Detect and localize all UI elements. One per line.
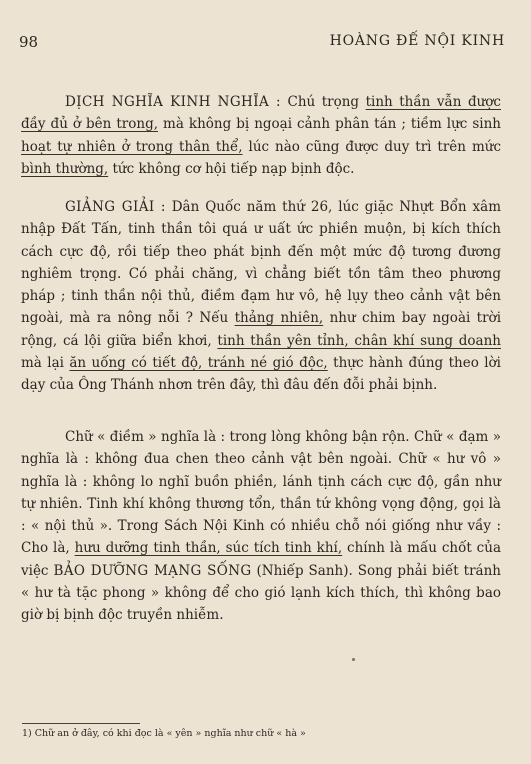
- running-title: HOÀNG ĐẾ NỘI KINH: [329, 33, 505, 49]
- text-run: Dân Quốc năm thứ 26, lúc giặc Nhựt Bổn xâm nhập Đất Tấn, tinh thần tôi quá ư uất ức phiền muộn, bị kích thích cách cực độ, rồi tiếp theo phát bịnh đến một mức độ tương đương nghiêm trọng. Có phải chăng, vì chẳng biết tồn tâm theo phương pháp ; tinh thần nội thủ, điềm đạm hư vô, hệ lụy theo cảnh vật bên ngoài, mà ra nông nỗi ? Nếu: [21, 199, 501, 327]
- page-number: 98: [19, 33, 39, 51]
- footnote-rule: [22, 723, 140, 724]
- footnote: 1) Chữ an ở đây, có khi đọc là « yên » nghĩa như chữ « hà »: [22, 728, 306, 739]
- text-run: (Nhiếp Sanh). Song phải biết tránh « hư tà tặc phong » không để cho gió lạnh kích thích, thì không bao giờ bị bịnh độc truyền nhiễm.: [21, 562, 501, 624]
- text-run: mà không bị ngoại cảnh phân tán ; tiềm lực sinh: [158, 116, 501, 133]
- underlined-phrase: bình thường,: [21, 160, 109, 177]
- underlined-phrase: tinh thần yên tỉnh, chân khí sung doanh: [217, 332, 501, 349]
- text-run: Chữ « điềm » nghĩa là : trong lòng không bận rộn. Chữ « đạm » nghĩa là : không đua chen theo cảnh vật bên ngoài. Chữ « hư vô » nghĩa là : không lo nghĩ buồn phiền, lánh tịnh cách cực độ, gần như tự nhiên. Tinh khí không thương tổn, thần tứ không vọng động, gọi là : « nội thủ ». Trong Sách Nội Kinh có nhiều chỗ nói giống như vầy : Cho là,: [21, 429, 501, 557]
- underlined-phrase: ăn uống có tiết độ, tránh né gió độc,: [69, 355, 328, 372]
- caps-phrase: BẢO DƯỠNG MẠNG SỐNG: [53, 562, 252, 579]
- underlined-phrase: thảng nhiên,: [234, 310, 324, 327]
- paragraph-heading: DỊCH NGHĨA KINH NGHĨA :: [65, 94, 281, 110]
- paragraph-translation: [21, 91, 501, 180]
- underlined-phrase: hưu dưỡng tinh thần, súc tích tinh khí,: [74, 540, 343, 557]
- text-run: tức không cơ hội tiếp nạp bịnh độc.: [108, 160, 355, 177]
- text-run: mà lại: [21, 355, 70, 372]
- ink-speck: [352, 658, 355, 661]
- paragraph-definitions: [21, 426, 501, 627]
- underlined-phrase: hoạt tự nhiên ở trong thân thể,: [21, 138, 243, 155]
- text-run: chính là mấu chốt của việc: [21, 540, 501, 579]
- text-run: Chú trọng: [280, 94, 366, 110]
- text-run: lúc nào cũng được duy trì trên mức: [242, 138, 501, 155]
- text-run: thực hành đúng theo lời dạy của Ông Thánh nhơn trên đây, thì đâu đến đỗi phải bịnh.: [21, 355, 502, 394]
- page-header: [19, 33, 505, 53]
- paragraph-explanation: [21, 196, 501, 397]
- underlined-phrase: tinh thần vẫn được đầy đủ ở bên trong,: [21, 94, 501, 133]
- text-run: như chim bay ngoài trời rộng, cá lội giữa biển khơi,: [21, 310, 502, 349]
- paragraph-heading: GIẢNG GIẢI :: [65, 199, 166, 215]
